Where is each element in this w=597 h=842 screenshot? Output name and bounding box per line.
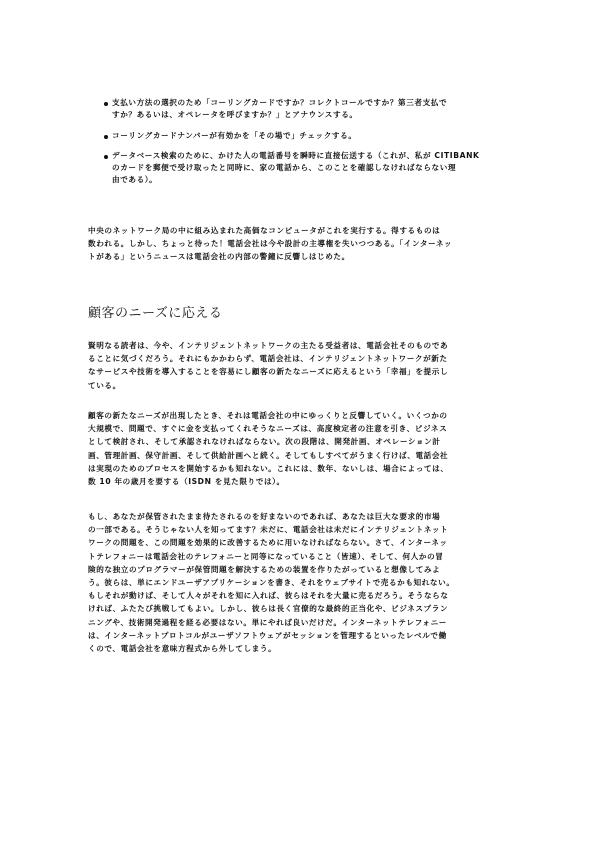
body-paragraph-1: 賢明なる読者は、今や、インテリジェントネットワークの主たる受益者は、電話会社そのものであ ることに気づくだろう。それにもかかわらず、電話会社は、インテリジェントネットワークが新た なサービスや技術を導入することを容易にし顧客の新たなニーズに応えるという「幸福」を提示し ている。 <box>88 341 449 390</box>
body-paragraph-2: 顧客の新たなニーズが出現したとき、それは電話会社の中にゆっくりと反響していく。いくつかの 大規模で、問題で、すぐに金を支払ってくれそうなニーズは、高度検定者の注意を引き、ビジネス として検討され、そして承認されなければならない。次の段階は、開発計画、オペレーション計 画、管理計画、保守計画、そして供給計画へと続く。そしてもしすべてがうまく行けば、電話会社 は実現のためのプロセスを開始するかも知れない。これには、数年、ないしは、場合によっては、 数 10 年の歳月を要する（ISDN を見た限りでは）。 <box>88 411 449 487</box>
bullet-item-payment: 支払い方法の選択のため「コーリングカードですか？コレクトコールですか？第三者支払で すか？あるいは、オペレータを呼びますか？」とアナウンスする。 <box>103 97 523 121</box>
bullet-item-card-check: コーリングカードナンバーが有効かを「その場で」チェックする。 <box>103 130 523 142</box>
section-heading: 顧客のニーズに応える <box>88 306 223 321</box>
bullet-list <box>103 97 523 195</box>
bullet-item-database: データベース検索のために、かけた人の電話番号を瞬時に直接伝送する（これが、私が CITIBANK のカードを郵便で受け取ったと同時に、家の電話から、このことを確認しなければならない理 由である）。 <box>103 150 523 186</box>
intro-paragraph: 中央のネットワーク局の中に組み込まれた高価なコンピュータがこれを実行する。得するものは 数われる。しかし、ちょっと待った！電話会社は今や設計の主導権を失いつつある。「インターネッ トがある」というニュースは電話会社の内部の警鐘に反響しはじめた。 <box>88 226 453 262</box>
body-paragraph-3: もし、あなたが保管されたまま待たされるのを好まないのであれば、あなたは巨大な要求的市場 の一部である。そうじゃない人を知ってます？未だに、電話会社は未だにインテリジェントネット ワークの問題を、この問題を効果的に改善するために用いなければならない。さて、インターネッ トテレフォニーは電話会社のテレフォニーと同等になっていること（皆速）、そして、何人かの冒 険的な独立のプログラマーが保管問題を解決するための装置を作りたがっていると想像してみよ う。彼らは、単にエンドユーザアプリケーションを書き、それをウェブサイトで売るかも知れない。 もしそれが動けば、そして人々がそれを知に入れば、彼らはそれを大量に売るだろう。そうならな ければ、ふたたび挑戦してもよい。しかし、彼らは長く官僚的な最終的正当化や、ビジネスプラン ニングや、技術開発過程を経る必要はない。単にやれば良いだけだ。インターネットテレフォニー は、インターネットプロトコルがユーザソフトウェアがセッションを管理するといったレベルで働 くので、電話会社を意味方程式から外してしまう。 <box>88 512 455 654</box>
